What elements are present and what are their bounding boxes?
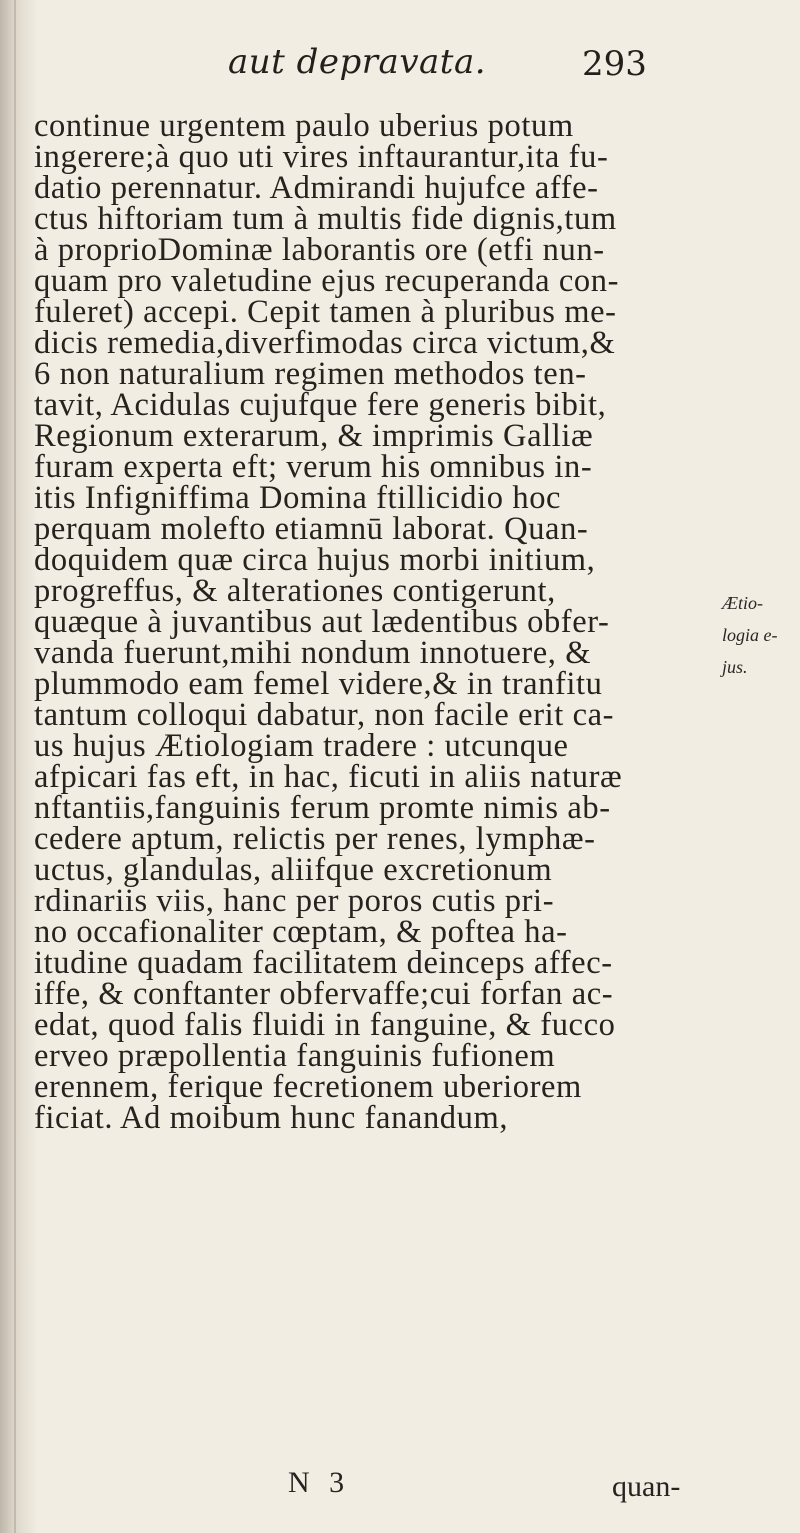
- text-line: vanda fuerunt,mihi nondum innotuere, &: [34, 635, 592, 671]
- text-line: 6 non naturalium regimen methodos ten-: [34, 356, 587, 392]
- text-line: nftantiis,fanguinis ferum promte nimis ab-: [34, 790, 611, 826]
- text-line: ficiat. Ad moibum hunc fanandum,: [34, 1100, 509, 1136]
- text-line: perquam molefto etiamnū laborat. Quan-: [34, 511, 589, 547]
- text-line: tavit, Acidulas cujufque fere generis bibit,: [34, 387, 607, 423]
- catchword: quan-: [612, 1470, 681, 1503]
- text-line: plummodo eam femel videre,& in tranfitu: [34, 666, 603, 702]
- text-line: edat, quod falis fluidi in fanguine, & fucco: [34, 1007, 616, 1043]
- text-line: afpicari fas eft, in hac, ficuti in aliis naturæ: [34, 759, 623, 795]
- text-line: quæque à juvantibus aut lædentibus obfer-: [34, 604, 610, 640]
- body-text: [34, 108, 800, 1136]
- text-line: iffe, & conftanter obfervaffe;cui forfan ac-: [34, 976, 614, 1012]
- text-line: cedere aptum, relictis per renes, lymphæ-: [34, 821, 596, 857]
- text-line: uctus, glandulas, aliifque excretionum: [34, 852, 553, 888]
- text-line: rdinariis viis, hanc per poros cutis pri-: [34, 883, 555, 919]
- text-line: furam experta eft; verum his omnibus in-: [34, 449, 593, 485]
- text-line: erennem, ferique fecretionem uberiorem: [34, 1069, 582, 1105]
- text-line: fuleret) accepi. Cepit tamen à pluribus me-: [34, 294, 617, 330]
- text-line: dicis remedia,diverfimodas circa victum,&: [34, 325, 616, 361]
- marginal-note-line: jus.: [722, 657, 748, 677]
- running-head: aut depravata.: [228, 42, 487, 82]
- text-line: us hujus Ætiologiam tradere : utcunque: [34, 728, 569, 764]
- signature-mark: N 3: [288, 1466, 351, 1499]
- text-line: erveo præpollentia fanguinis fufionem: [34, 1038, 556, 1074]
- text-line: datio perennatur. Admirandi hujufce affe-: [34, 170, 599, 206]
- text-line: à proprioDominæ laborantis ore (etfi nun-: [34, 232, 605, 268]
- text-line: no occafionaliter cœptam, & poftea ha-: [34, 914, 568, 950]
- text-line: doquidem quæ circa hujus morbi initium,: [34, 542, 596, 578]
- binding-gutter: [14, 0, 16, 1533]
- text-line: tantum colloqui dabatur, non facile erit ca-: [34, 697, 615, 733]
- marginal-note: [722, 587, 798, 683]
- marginal-note-line: logia e-: [722, 625, 778, 645]
- text-line: ctus hiftoriam tum à multis fide dignis,tum: [34, 201, 617, 237]
- page-footer: [0, 1466, 800, 1506]
- text-line: ingerere;à quo uti vires inftaurantur,ita fu-: [34, 139, 609, 175]
- text-line: quam pro valetudine ejus recuperanda con-: [34, 263, 619, 299]
- text-line: continue urgentem paulo uberius potum: [34, 108, 574, 144]
- text-line: itudine quadam facilitatem deinceps affec-: [34, 945, 613, 981]
- text-line: Regionum exterarum, & imprimis Galliæ: [34, 418, 594, 454]
- page-number: 293: [582, 44, 647, 84]
- text-line: itis Infigniffima Domina ftillicidio hoc: [34, 480, 562, 516]
- marginal-note-line: Ætio-: [722, 593, 764, 613]
- text-line: progreffus, & alterationes contigerunt,: [34, 573, 556, 609]
- page-header: [0, 42, 800, 92]
